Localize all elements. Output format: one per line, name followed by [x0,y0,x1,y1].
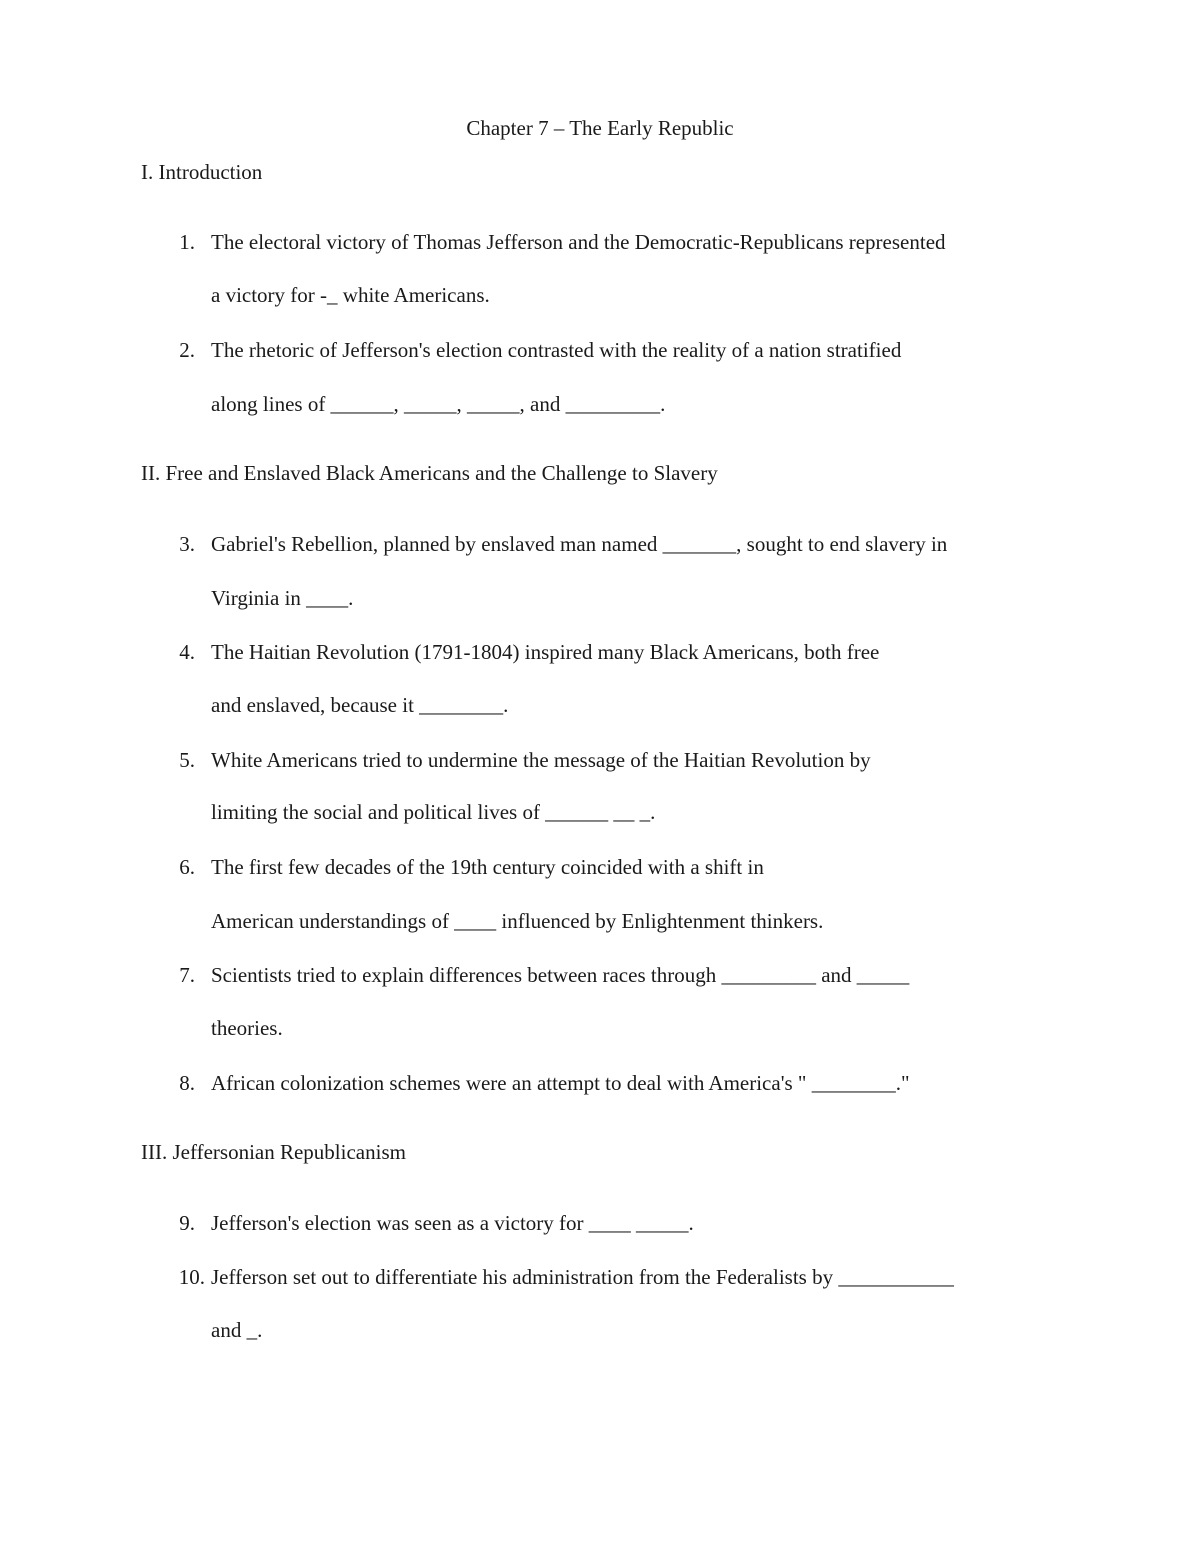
question-number: 8. [179,1071,195,1095]
question-number: 6. [179,855,195,879]
question-number: 2. [179,338,195,362]
section-heading-jeffersonian-republicanism: III. Jeffersonian Republicanism [141,1140,406,1164]
question-number: 1. [179,230,195,254]
page-title: Chapter 7 – The Early Republic [466,116,734,140]
question-text: The first few decades of the 19th century coincided with a shift in [211,855,764,879]
question-text: The Haitian Revolution (1791-1804) inspired many Black Americans, both free [211,640,880,664]
question-text: Virginia in ____. [211,586,354,610]
section-heading-introduction: I. Introduction [141,160,263,184]
question-text: Scientists tried to explain differences between races through _________ and _____ [211,963,910,987]
question-text: The rhetoric of Jefferson's election contrasted with the reality of a nation stratified [211,338,902,362]
question-text: Jefferson's election was seen as a victory for ____ _____. [211,1211,694,1235]
question-text: African colonization schemes were an attempt to deal with America's " ________." [211,1071,910,1095]
question-text: Jefferson set out to differentiate his administration from the Federalists by ___________ [211,1265,954,1289]
question-number: 3. [179,532,195,556]
question-text: theories. [211,1016,283,1040]
question-text: along lines of ______, _____, _____, and _________. [211,392,666,416]
question-text: White Americans tried to undermine the message of the Haitian Revolution by [211,748,871,772]
question-number: 9. [179,1211,195,1235]
question-text: and _. [211,1318,263,1342]
question-text: and enslaved, because it ________. [211,693,509,717]
question-number: 4. [179,640,195,664]
question-number: 7. [179,963,195,987]
question-text: The electoral victory of Thomas Jefferson and the Democratic-Republicans represented [211,230,946,254]
question-number: 5. [179,748,195,772]
question-number: 10. [178,1265,205,1289]
question-text: American understandings of ____ influenced by Enlightenment thinkers. [211,909,824,933]
section-heading-black-americans: II. Free and Enslaved Black Americans and the Challenge to Slavery [141,461,718,485]
question-text: limiting the social and political lives of ______ __ _. [211,800,656,824]
question-text: a victory for -_ white Americans. [211,283,490,307]
question-text: Gabriel's Rebellion, planned by enslaved man named _______, sought to end slavery in [211,532,948,556]
